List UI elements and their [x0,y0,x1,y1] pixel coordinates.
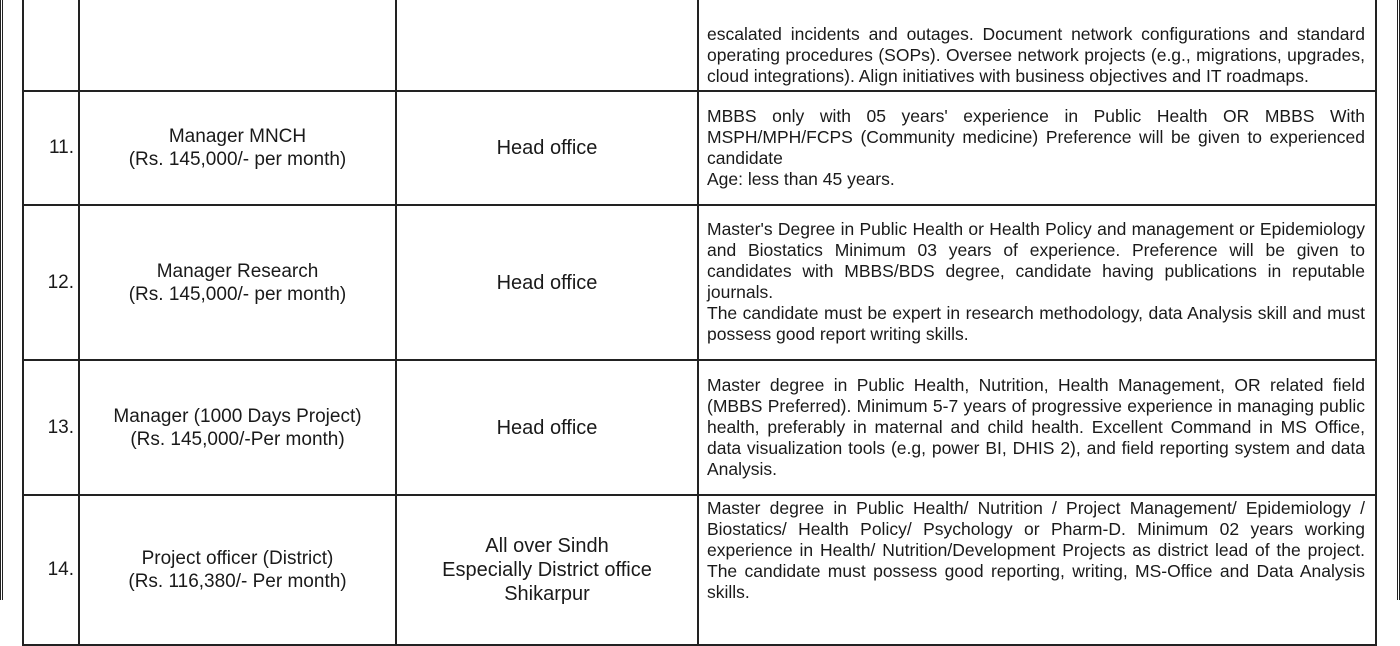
row-number: 11. [23,91,79,205]
place-cell [396,91,698,205]
post-cell [79,360,396,495]
requirements-cell [698,0,1376,91]
row-number [23,0,79,91]
place-text: All over Sindh [485,535,609,557]
vacancies-table [22,0,1377,646]
vacancies-table-body [23,0,1376,645]
post-salary: (Rs. 116,380/- Per month) [128,571,347,592]
post-salary: (Rs. 145,000/- per month) [128,283,347,305]
post-title: Manager MNCH [168,126,307,147]
post-salary: (Rs. 145,000/- per month) [128,149,347,170]
table-row [23,205,1376,360]
place-text: Head office [496,137,598,159]
place-cell [396,495,698,645]
row-number: 13. [23,360,79,495]
requirement-text: The candidate must be expert in research methodology, data Analysis skill and must possess good report writing skills. [707,303,1365,344]
place-text: Head office [496,271,598,294]
post-title: Project officer (District) [141,548,334,569]
requirements-cell [698,495,1376,645]
requirement-text: MBBS only with 05 years' experience in Public Health OR MBBS With MSPH/MPH/FCPS (Community medicine) Preference will be given to experienced candidate [707,105,1365,168]
requirement-text: Master's Degree in Public Health or Health Policy and management or Epidemiology and Biostatics Minimum 03 years of experience. Preference will be given to candidates with MBBS/BDS degree, candidate having publications in reputable journals. [707,219,1365,302]
requirement-text: Master degree in Public Health, Nutrition, Health Management, OR related field (MBBS Preferred). Minimum 5-7 years of progressive experience in managing public health, preferably in maternal and child health. Excellent Command in MS Office, data visualization tools (e.g, power BI, DHIS 2), and field reporting system and data Analysis. [707,374,1365,479]
table-row [23,360,1376,495]
place-cell [396,205,698,360]
row-number: 12. [23,205,79,360]
post-salary: (Rs. 145,000/-Per month) [130,428,345,450]
row-number: 14. [23,495,79,645]
post-cell [79,91,396,205]
requirement-text: Age: less than 45 years. [707,168,895,189]
post-title: Manager (1000 Days Project) [113,405,362,427]
requirements-cell [698,91,1376,205]
place-cell [396,0,698,91]
place-text: Shikarpur [504,583,590,605]
requirements-cell [698,205,1376,360]
post-cell [79,205,396,360]
place-text: Especially District office [442,559,652,581]
post-cell [79,0,396,91]
place-text: Head office [496,416,598,439]
requirement-text: escalated incidents and outages. Document network configurations and standard operating procedures (SOPs). Oversee network projects (e.g., migrations, upgrades, cloud integrations). Align initiatives with business objectives and IT roadmaps. [707,24,1365,86]
table-row [23,495,1376,645]
table-row [23,91,1376,205]
table-row [23,0,1376,91]
post-cell [79,495,396,645]
requirement-text: Master degree in Public Health/ Nutrition / Project Management/ Epidemiology / Biostatics/ Health Policy/ Psychology or Pharm-D. Minimum 02 years working experience in Health/ Nutrition/Development Projects as district lead of the project. The candidate must possess good reporting, writing, MS-Office and Data Analysis skills. [707,498,1365,602]
place-cell [396,360,698,495]
post-title: Manager Research [156,260,319,282]
requirements-cell [698,360,1376,495]
